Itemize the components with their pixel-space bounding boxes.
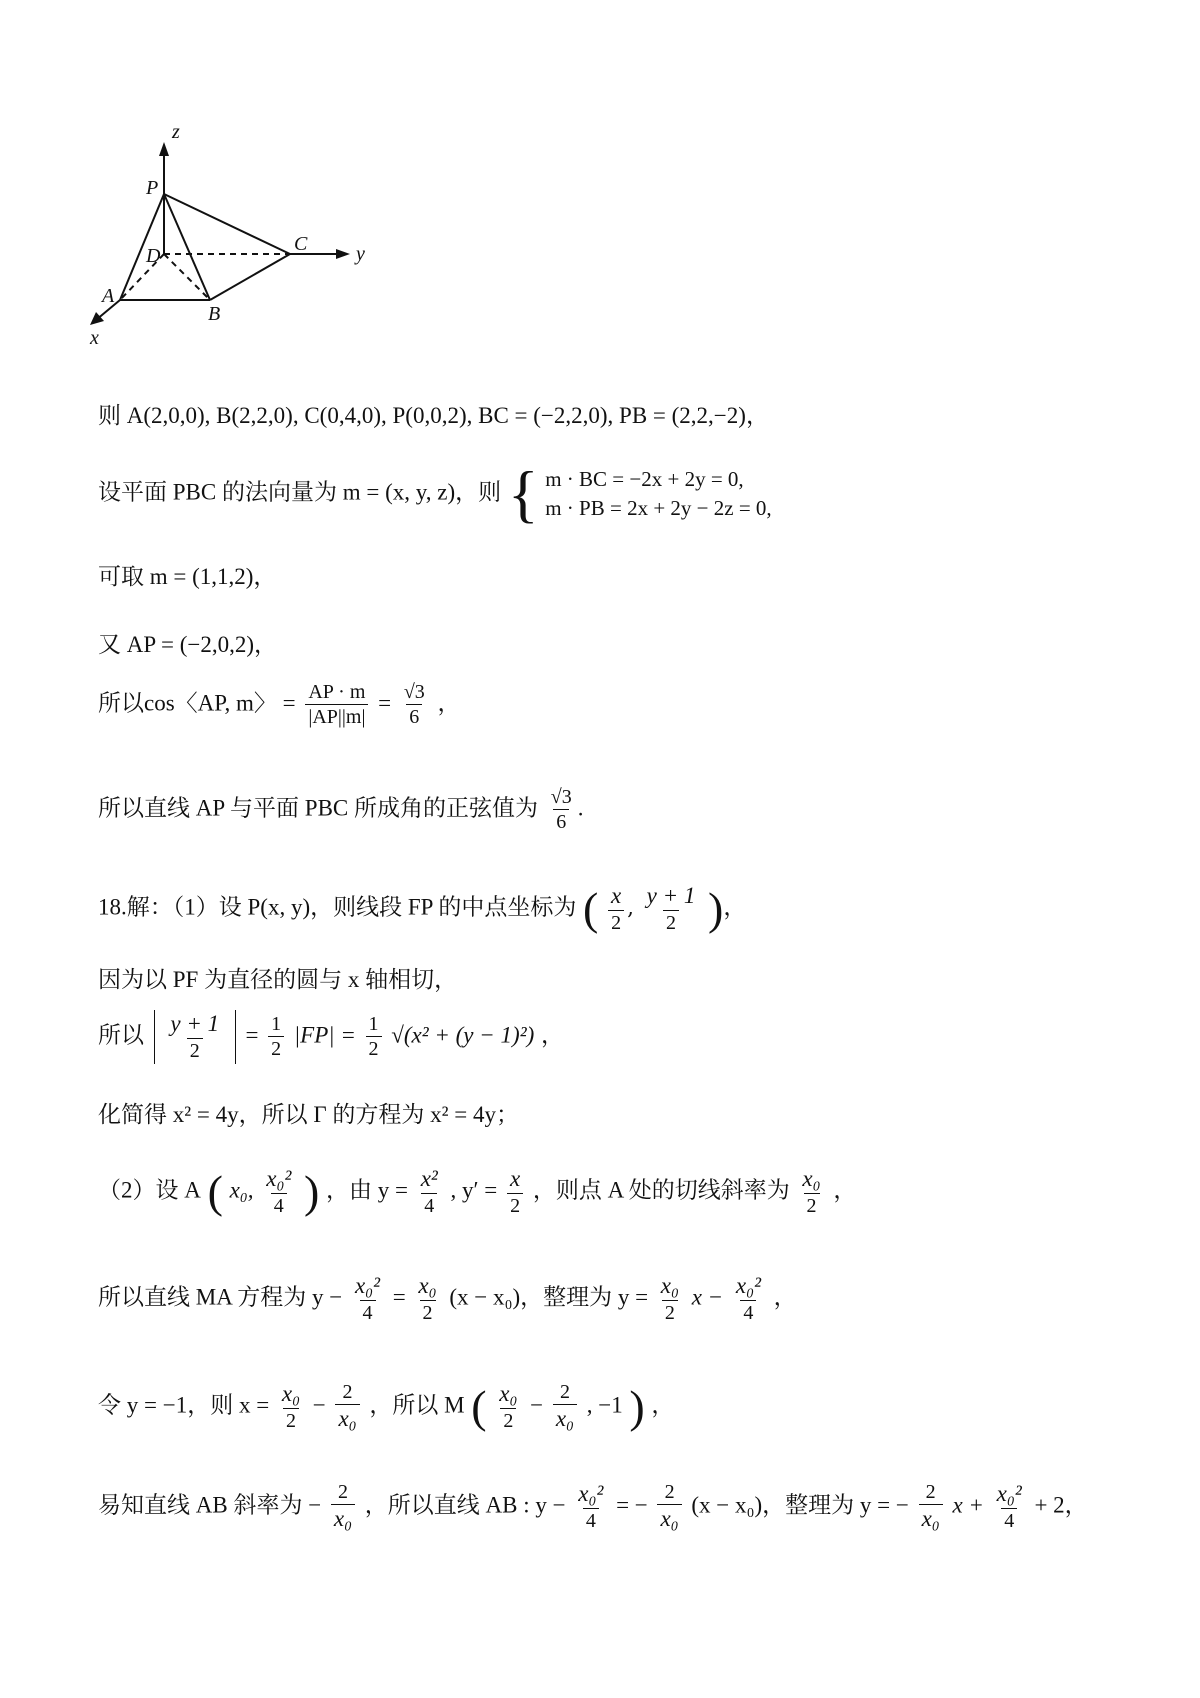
normal-vector-line (98, 458, 772, 529)
edge-DB (164, 254, 210, 300)
line-ab-equation: 易知直线 AB 斜率为 − $\frac{2}{\text{x₀}}$ ，所以直线 AB : y − $\frac{\text{x₀²}}{4}$ = − $\frac{2}{\text{x₀}}$ (x − x₀)，整理为 y = − $\frac{2}{\text{x₀}}$ x + $\frac{\text{x₀²}}{4}$ + 2， (98, 1480, 1088, 1534)
midpoint-y: $\frac{y + 1}{2}$ (646, 883, 696, 934)
equation-system (545, 469, 771, 519)
cosine-label: 所以cos〈AP, m〉 = (98, 690, 296, 716)
comma: ， (437, 690, 461, 716)
label-A: A (102, 285, 115, 307)
line-ma-equation: 所以直线 MA 方程为 y − $\frac{\text{x₀²}}{4}$ = $\frac{\text{x₀}}{2}$ (x − x₀)，整理为 y = $\frac{\text{x₀}}{2}$ x − $\frac{\text{x₀²}}{4}$ ， (98, 1273, 797, 1324)
cosine-denominator: |AP||m| (305, 704, 368, 730)
label-x: x (90, 327, 99, 349)
point-a-y: $\frac{\text{x₀²}}{4}$ (266, 1166, 292, 1217)
midpoint-x: $\frac{x}{2}$ (608, 882, 624, 936)
cosine-result-denominator: 6 (406, 704, 422, 730)
equation-1: m · BC = −2x + 2y = 0, (545, 467, 744, 491)
sqrt-expression: √(x² + (y − 1)²) (391, 1022, 535, 1048)
y-axis-arrow (336, 249, 350, 259)
label-z: z (172, 121, 180, 143)
problem-18-start: 18.解：（1）设 P(x, y)，则线段 FP 的中点坐标为 ( $\frac{x}{2}$ , $\frac{y + 1}{2}$ )， (98, 882, 747, 934)
half-fraction-1: $\frac{1}{2}$ (268, 1012, 284, 1062)
derivative-fraction: $\frac{x}{2}$ (507, 1165, 523, 1219)
simplified-equation-line: 化简得 x² = 4y，所以 Γ 的方程为 x² = 4y； (98, 1102, 520, 1127)
label-D: D (146, 245, 161, 267)
slope-fraction: $\frac{\text{x₀}}{2}$ (802, 1166, 821, 1217)
label-P: P (146, 177, 159, 199)
abs-fraction: $\frac{y + 1}{2}$ (170, 1011, 220, 1062)
sine-value-numerator: √3 (550, 786, 572, 808)
normal-vector-intro: 设平面 PBC 的法向量为 m = (x, y, z)，则 (98, 479, 502, 505)
fp-length: |FP| = (293, 1022, 356, 1048)
coords-line: 则 A(2,0,0), B(2,2,0), C(0,4,0), P(0,0,2), BC = (−2,2,0), PB = (2,2,−2)， (98, 403, 769, 428)
pyramid-coordinate-figure (80, 120, 400, 380)
part-2-start-line: （2）设 A ( x₀, $\frac{\text{x₀²}}{4}$ ) ，由 y = $\frac{\text{x²}}{4}$ , y′ = $\frac{x}{2}$ ，则点 A 处的切线斜率为 $\frac{\text{x₀}}{2}$ ， (98, 1165, 857, 1217)
half-fraction-2: $\frac{1}{2}$ (366, 1012, 382, 1062)
cosine-result (401, 680, 428, 730)
cosine-result-numerator: √3 (403, 681, 425, 703)
problem-18-intro: 18.解：（1）设 P(x, y)，则线段 FP 的中点坐标为 (98, 894, 577, 920)
sine-conclusion-text: 所以直线 AP 与平面 PBC 所成角的正弦值为 (98, 795, 539, 821)
distance-equation-line: 所以 $\frac{y + 1}{2}$ = $\frac{1}{2}$ |FP| = $\frac{1}{2}$ √(x² + (y − 1)²) ， (98, 1010, 564, 1064)
ap-vector-line: 又 AP = (−2,0,2)， (98, 632, 278, 657)
cosine-fraction (305, 680, 368, 730)
sine-value-denominator: 6 (553, 809, 569, 835)
sine-conclusion-line (98, 785, 583, 835)
edge-PB (164, 194, 210, 300)
cosine-numerator: AP · m (308, 681, 366, 703)
equals-sign: = (378, 690, 392, 716)
edge-BC (210, 254, 290, 300)
cosine-line (98, 680, 460, 730)
equation-2: m · PB = 2x + 2y − 2z = 0, (545, 496, 772, 520)
label-B: B (208, 303, 221, 325)
point-m-line: 令 y = −1，则 x = $\frac{\text{x₀}}{2}$ − $\frac{2}{\text{x₀}}$ ，所以 M ( $\frac{\text{x₀}}{2}$ − $\frac{2}{\text{x₀}}$ , −1 ) ， (98, 1380, 675, 1432)
system-brace: { (507, 458, 539, 529)
part-2-prefix: （2）设 A (98, 1177, 201, 1203)
parabola-fraction: $\frac{\text{x²}}{4}$ (420, 1166, 438, 1217)
distance-prefix: 所以 (98, 1022, 144, 1048)
z-axis-arrow (159, 142, 169, 156)
period: . (577, 795, 584, 821)
tangent-condition-line: 因为以 PF 为直径的圆与 x 轴相切， (98, 967, 458, 992)
edge-PC (164, 194, 290, 254)
sine-value (548, 785, 575, 835)
label-C: C (294, 233, 308, 255)
label-y: y (356, 243, 365, 265)
choose-m-line: 可取 m = (1,1,2)， (98, 564, 277, 589)
